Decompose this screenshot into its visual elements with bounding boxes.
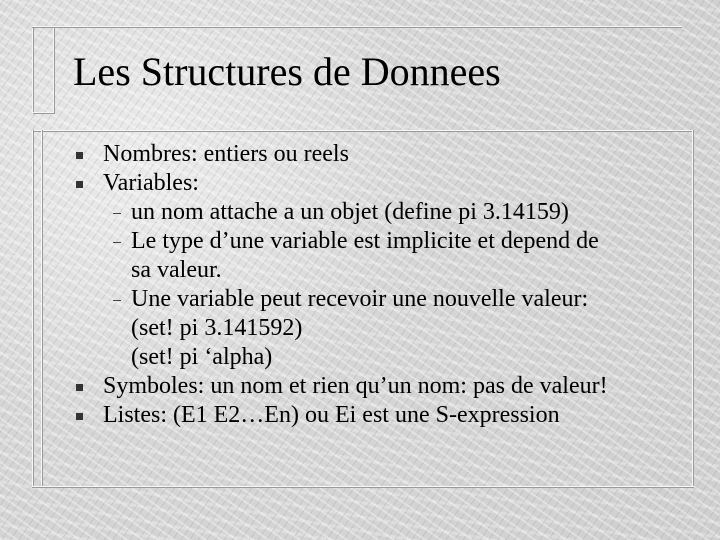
bullet-item: [0, 372, 720, 401]
bullet-item: [0, 140, 720, 169]
square-bullet-icon: [76, 152, 83, 159]
bullet-text: Nombres: entiers ou reels: [103, 141, 349, 167]
bullet-list: [0, 140, 720, 430]
sub-bullet-continuation: [0, 314, 720, 343]
bullet-item: [0, 169, 720, 198]
slide-title: Les Structures de Donnees: [73, 49, 501, 94]
sub-bullet-continuation-text: (set! pi ‘alpha): [131, 344, 273, 370]
sub-bullet-continuation: [0, 343, 720, 372]
dash-bullet-icon: [113, 242, 121, 243]
sub-bullet-continuation-text: sa valeur.: [131, 257, 222, 283]
sub-bullet-text: un nom attache a un objet (define pi 3.14159): [131, 199, 569, 225]
sub-bullet-item: [0, 198, 720, 227]
title-frame-left-bar: [32, 26, 54, 113]
sub-bullet-text: Une variable peut recevoir une nouvelle valeur:: [131, 286, 589, 312]
sub-bullet-text: Le type d’une variable est implicite et depend de: [131, 228, 599, 254]
dash-bullet-icon: [113, 213, 121, 214]
square-bullet-icon: [76, 384, 83, 391]
bullet-text: Variables:: [103, 170, 199, 196]
square-bullet-icon: [76, 413, 83, 420]
body-frame-bottom-rule: [32, 486, 694, 487]
square-bullet-icon: [76, 181, 83, 188]
bullet-text: Symboles: un nom et rien qu’un nom: pas de valeur!: [103, 373, 608, 399]
sub-bullet-continuation: [0, 256, 720, 285]
sub-bullet-continuation-text: (set! pi 3.141592): [131, 315, 303, 341]
title-frame-top-rule: [32, 26, 682, 27]
body-frame-top-rule: [32, 130, 694, 131]
sub-bullet-item: [0, 285, 720, 314]
bullet-item: [0, 401, 720, 430]
bullet-text: Listes: (E1 E2…En) ou Ei est une S-expression: [103, 402, 560, 428]
dash-bullet-icon: [113, 300, 121, 301]
sub-bullet-item: [0, 227, 720, 256]
